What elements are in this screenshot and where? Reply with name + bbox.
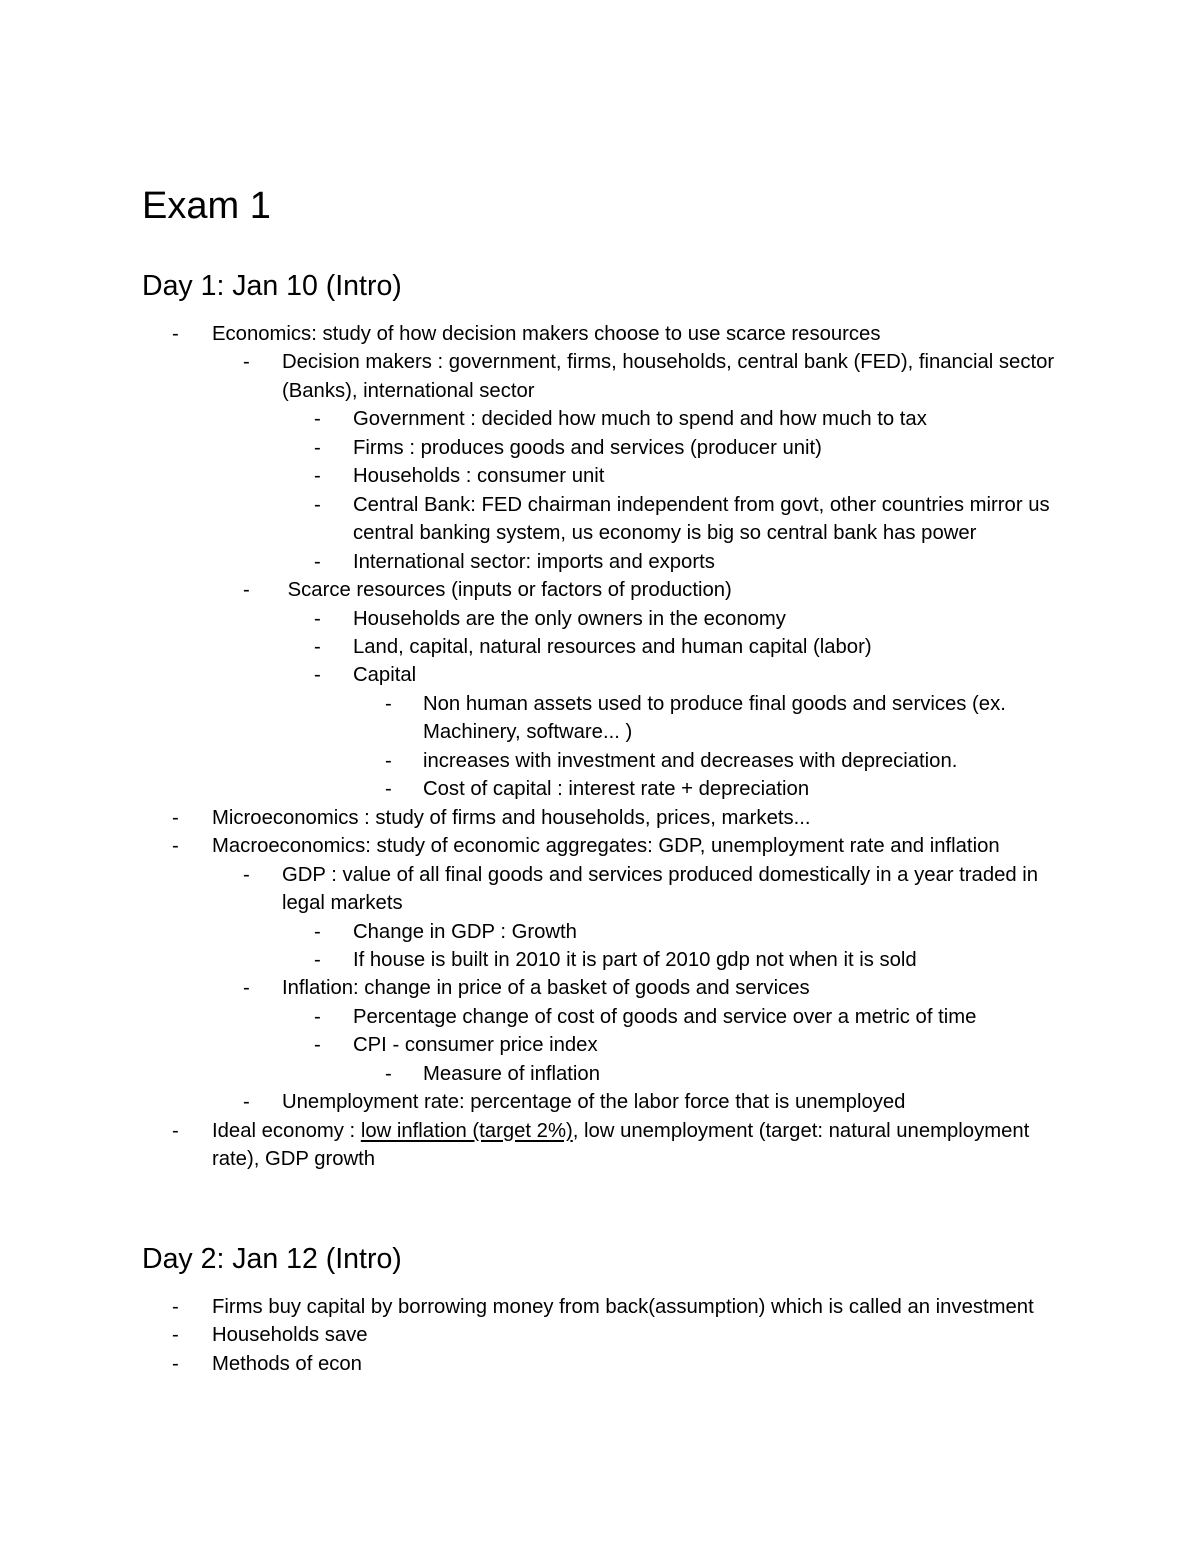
dash-bullet: -	[243, 1091, 250, 1114]
dash-bullet: -	[314, 436, 321, 459]
list-item	[0, 320, 1062, 348]
dash-bullet: -	[314, 607, 321, 630]
dash-bullet: -	[314, 664, 321, 687]
list-item	[0, 974, 1062, 1002]
list-item-text: Firms : produces goods and services (producer unit)	[353, 436, 822, 459]
list-item-text-before: Ideal economy :	[212, 1119, 361, 1142]
list-item	[0, 690, 1063, 747]
list-item-text: Non human assets used to produce final goods and services (ex. Machinery, software... )	[423, 692, 1012, 744]
dash-bullet: -	[172, 1324, 179, 1347]
list-item-text: Capital	[353, 664, 417, 687]
list-item	[0, 1117, 1062, 1174]
list-item-text: Unemployment rate: percentage of the labor force that is unemployed	[282, 1091, 906, 1114]
list-item-text: Firms buy capital by borrowing money from back(assumption) which is called an investment	[212, 1296, 1034, 1318]
dash-bullet: -	[243, 863, 250, 886]
list-item	[0, 605, 1063, 633]
list-item	[0, 804, 1062, 832]
list-item-text: Change in GDP : Growth	[353, 920, 577, 943]
dash-bullet: -	[314, 550, 321, 573]
list-item	[0, 1060, 1063, 1088]
list-item-text: Measure of inflation	[423, 1062, 600, 1085]
list-item	[0, 1003, 1063, 1031]
list-item-text: International sector: imports and exports	[353, 550, 715, 573]
list-item-text: Government : decided how much to spend and how much to tax	[353, 408, 927, 431]
dash-bullet: -	[172, 323, 179, 345]
dash-bullet: -	[385, 778, 392, 801]
dash-bullet: -	[172, 835, 179, 858]
list-item-text: increases with investment and decreases with depreciation.	[423, 749, 958, 772]
dash-bullet: -	[314, 465, 321, 488]
list-item-text: Households are the only owners in the economy	[353, 607, 786, 630]
list-item-text: Cost of capital : interest rate + depreciation	[423, 778, 810, 801]
list-item-text: Economics: study of how decision makers choose to use scarce resources	[212, 323, 881, 345]
list-item	[0, 462, 1063, 490]
dash-bullet: -	[172, 1119, 179, 1142]
list-item-text: Scarce resources (inputs or factors of production)	[282, 579, 732, 602]
list-item-text: Microeconomics : study of firms and households, prices, markets...	[212, 806, 811, 829]
dash-bullet: -	[314, 1005, 321, 1028]
bullet-list-day1	[0, 320, 1200, 1174]
list-item	[0, 1031, 1063, 1059]
list-item-text: CPI - consumer price index	[353, 1034, 598, 1057]
list-item	[0, 661, 1063, 689]
list-item-text: Central Bank: FED chairman independent from govt, other countries mirror us central banking system, us economy is big so central bank has power	[353, 493, 1056, 545]
list-item	[0, 1350, 1062, 1378]
dash-bullet: -	[172, 1296, 179, 1318]
dash-bullet: -	[385, 692, 392, 715]
list-item	[0, 548, 1063, 576]
dash-bullet: -	[314, 408, 321, 431]
dash-bullet: -	[385, 1062, 392, 1085]
list-item-text: Households : consumer unit	[353, 465, 605, 488]
list-item	[0, 1088, 1062, 1116]
bullet-list-day2	[0, 1293, 1200, 1378]
dash-bullet: -	[243, 579, 250, 602]
list-item-text: GDP : value of all final goods and services produced domestically in a year traded in legal markets	[282, 863, 1044, 915]
list-item	[0, 946, 1063, 974]
document-title: Exam 1	[142, 185, 271, 227]
list-item	[0, 832, 1062, 860]
section-heading-day2: Day 2: Jan 12 (Intro)	[142, 1243, 402, 1275]
list-item	[0, 633, 1063, 661]
list-item-text: Percentage change of cost of goods and service over a metric of time	[353, 1005, 977, 1028]
dash-bullet: -	[314, 920, 321, 943]
dash-bullet: -	[243, 351, 250, 374]
dash-bullet: -	[314, 1034, 321, 1057]
list-item	[0, 434, 1063, 462]
dash-bullet: -	[385, 749, 392, 772]
list-item-text-after: , low unemployment (target: natural unemployment rate), GDP growth	[212, 1119, 1035, 1171]
dash-bullet: -	[314, 493, 321, 516]
dash-bullet: -	[172, 1352, 179, 1375]
list-item-text: Methods of econ	[212, 1352, 362, 1375]
list-item-text: Households save	[212, 1324, 368, 1347]
list-item-text: Macroeconomics: study of economic aggregates: GDP, unemployment rate and inflation	[212, 835, 1000, 858]
list-item	[0, 775, 1063, 803]
list-item-text: Decision makers : government, firms, households, central bank (FED), financial sector (Banks), international sector	[282, 351, 1060, 402]
list-item	[0, 1321, 1062, 1349]
underlined-text: low inflation (target 2%)	[360, 1119, 573, 1142]
list-item-text: Land, capital, natural resources and human capital (labor)	[353, 635, 872, 658]
list-item-text: If house is built in 2010 it is part of 2010 gdp not when it is sold	[353, 948, 917, 971]
dash-bullet: -	[314, 948, 321, 971]
section-heading-day1: Day 1: Jan 10 (Intro)	[142, 270, 402, 302]
list-item	[0, 861, 1062, 918]
dash-bullet: -	[172, 806, 179, 829]
list-item	[0, 576, 1062, 604]
list-item	[0, 747, 1063, 775]
dash-bullet: -	[243, 977, 250, 1000]
list-item-text: Inflation: change in price of a basket of goods and services	[282, 977, 810, 1000]
list-item	[0, 1293, 1062, 1321]
list-item	[0, 405, 1063, 433]
list-item	[0, 348, 1062, 405]
dash-bullet: -	[314, 635, 321, 658]
list-item	[0, 918, 1063, 946]
list-item	[0, 491, 1063, 548]
